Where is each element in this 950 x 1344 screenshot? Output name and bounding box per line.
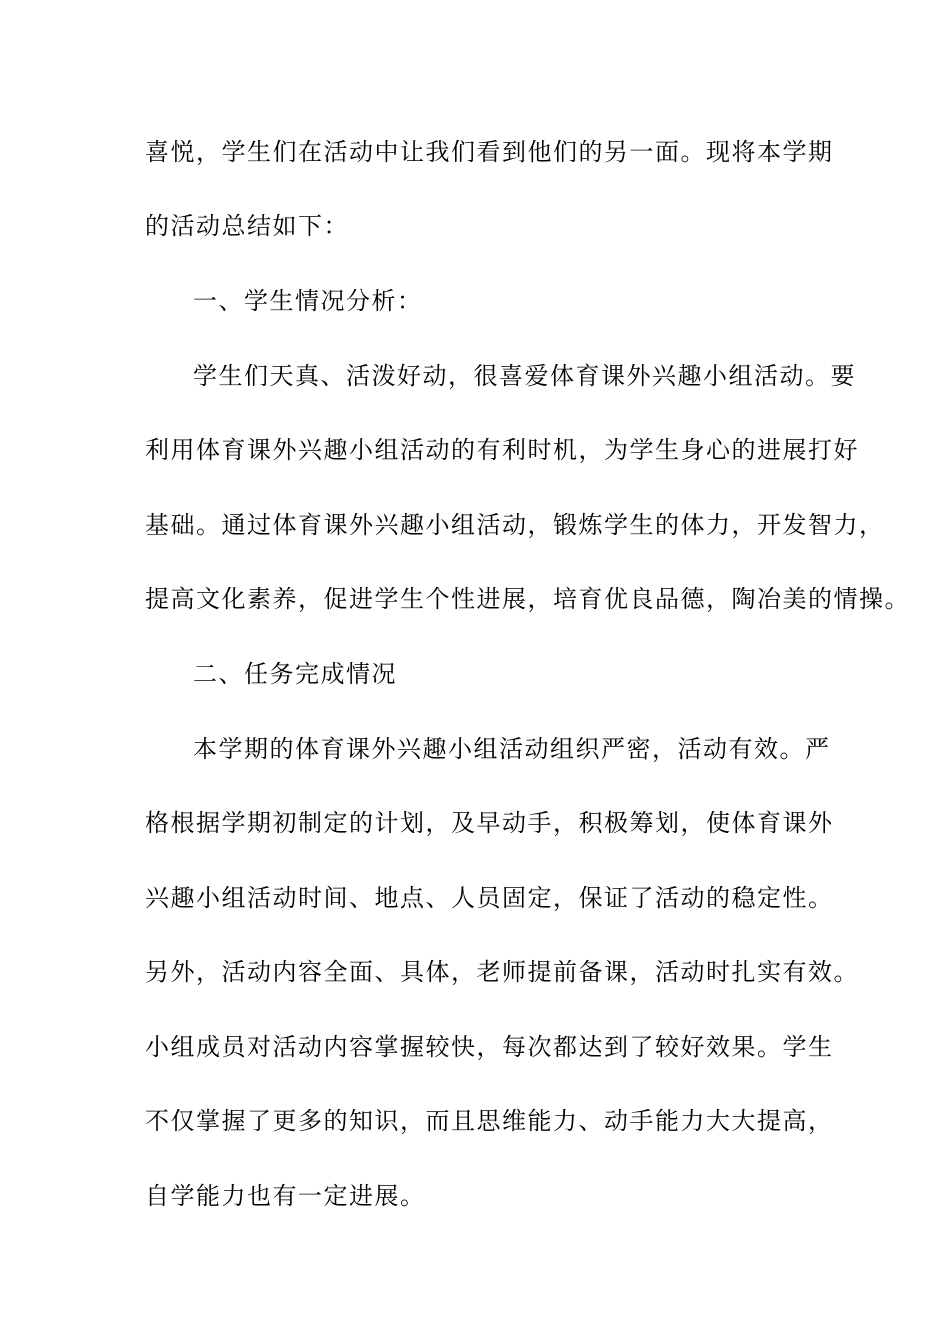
body-text-line: 自学能力也有一定进展。	[145, 1182, 426, 1210]
body-text-line: 学生们天真、活泼好动，很喜爱体育课外兴趣小组活动。要	[193, 362, 856, 390]
body-text-line: 利用体育课外兴趣小组活动的有利时机，为学生身心的进展打好	[145, 436, 859, 464]
body-text-line: 小组成员对活动内容掌握较快，每次都达到了较好效果。学生	[145, 1033, 834, 1061]
body-text-line: 另外，活动内容全面、具体，老师提前备课，活动时扎实有效。	[145, 958, 859, 986]
section-heading: 二、任务完成情况	[193, 660, 397, 688]
body-text-line: 不仅掌握了更多的知识，而且思维能力、动手能力大大提高，	[145, 1107, 834, 1135]
body-text-line: 的活动总结如下：	[145, 212, 349, 240]
body-text-line: 喜悦，学生们在活动中让我们看到他们的另一面。现将本学期	[145, 138, 834, 166]
body-text-line: 基础。通过体育课外兴趣小组活动，锻炼学生的体力，开发智力，	[145, 511, 885, 539]
body-text-line: 兴趣小组活动时间、地点、人员固定，保证了活动的稳定性。	[145, 884, 834, 912]
body-text-line: 格根据学期初制定的计划，及早动手，积极筹划，使体育课外	[145, 809, 834, 837]
body-text-line: 提高文化素养，促进学生个性进展，培育优良品德，陶冶美的情操。	[145, 585, 910, 613]
section-heading: 一、学生情况分析：	[193, 287, 423, 315]
body-text-line: 本学期的体育课外兴趣小组活动组织严密，活动有效。严	[193, 735, 831, 763]
